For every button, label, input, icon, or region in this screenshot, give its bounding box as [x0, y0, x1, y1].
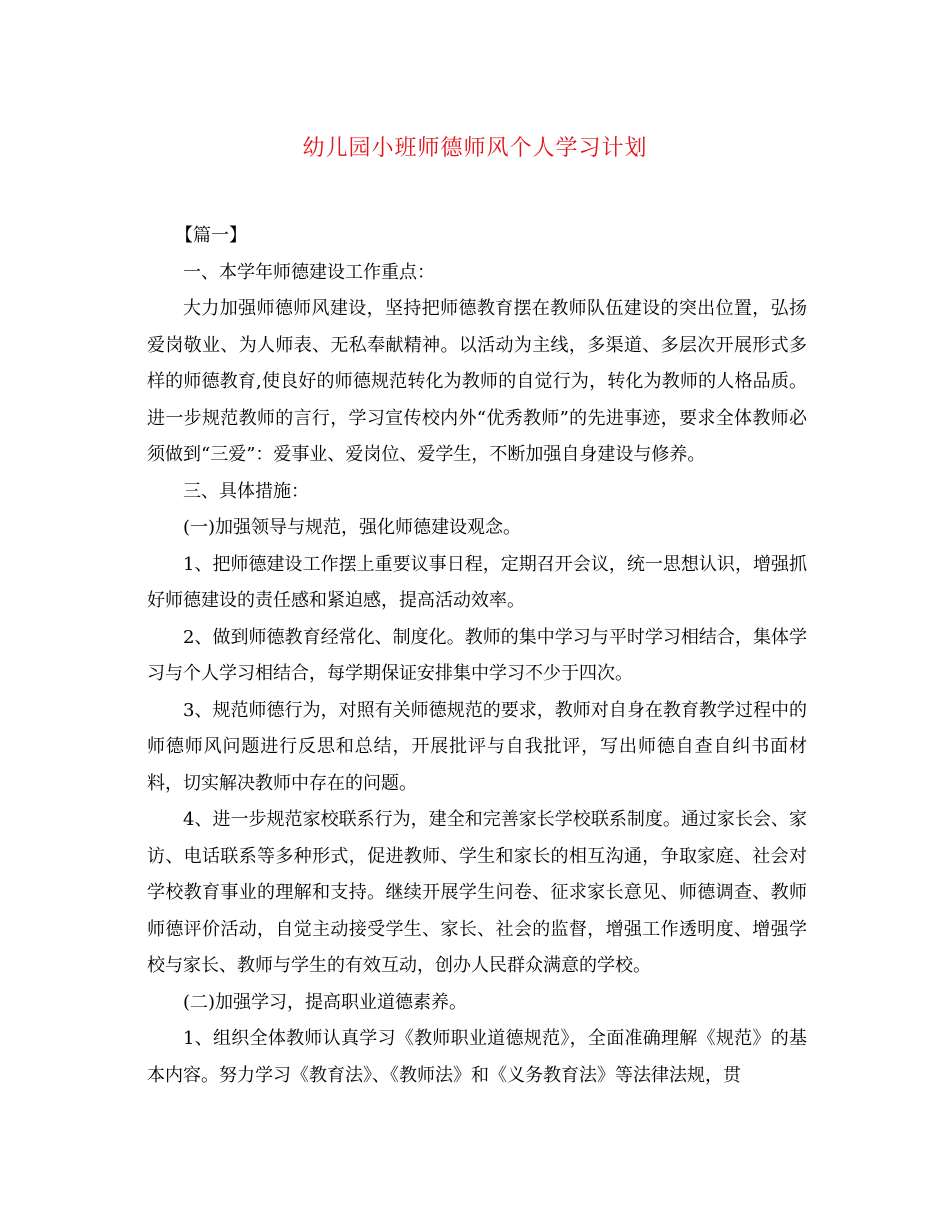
paragraph: 2、做到师德教育经常化、制度化。教师的集中学习与平时学习相结合，集体学习与个人学习相结合，每学期保证安排集中学习不少于四次。 [147, 626, 807, 684]
paragraph: 1、组织全体教师认真学习《教师职业道德规范》，全面准确理解《规范》的基本内容。努力学习《教育法》、《教师法》和《义务教育法》等法律法规，贯 [147, 1028, 807, 1086]
section-heading: 一、本学年师德建设工作重点： [183, 261, 435, 283]
paragraph: 1、把师德建设工作摆上重要议事日程，定期召开会议，统一思想认识，增强抓好师德建设的责任感和紧迫感，提高活动效率。 [147, 553, 807, 611]
paragraph: 大力加强师德师风建设，坚持把师德教育摆在教师队伍建设的突出位置，弘扬爱岗敬业、为人师表、无私奉献精神。以活动为主线，多渠道、多层次开展形式多样的师德教育,使良好的师德规范转化为教师的自觉行为，转化为教师的人格品质。进一步规范教师的言行，学习宣传校内外“优秀教师”的先进事迹，要求全体教师必须做到“三爱”：爱事业、爱岗位、爱学生，不断加强自身建设与修养。 [147, 298, 807, 465]
section-label: 【篇一】 [175, 225, 247, 246]
paragraph: 3、规范师德行为，对照有关师德规范的要求，教师对自身在教育教学过程中的师德师风问题进行反思和总结，开展批评与自我批评，写出师德自查自纠书面材料，切实解决教师中存在的问题。 [147, 699, 807, 794]
document-title: 幼儿园小班师德师风个人学习计划 [302, 136, 648, 161]
section-heading: 三、具体措施： [183, 480, 309, 502]
subsection-heading: (一)加强领导与规范，强化师德建设观念。 [183, 517, 522, 538]
subsection-heading: (二)加强学习，提高职业道德素养。 [183, 991, 468, 1013]
paragraph: 4、进一步规范家校联系行为，建全和完善家长学校联系制度。通过家长会、家访、电话联系等多种形式，促进教师、学生和家长的相互沟通，争取家庭、社会对学校教育事业的理解和支持。继续开展学生问卷、征求家长意见、师德调查、教师师德评价活动，自觉主动接受学生、家长、社会的监督，增强工作透明度、增强学校与家长、教师与学生的有效互动，创办人民群众满意的学校。 [147, 809, 807, 976]
document-body [147, 218, 807, 1094]
